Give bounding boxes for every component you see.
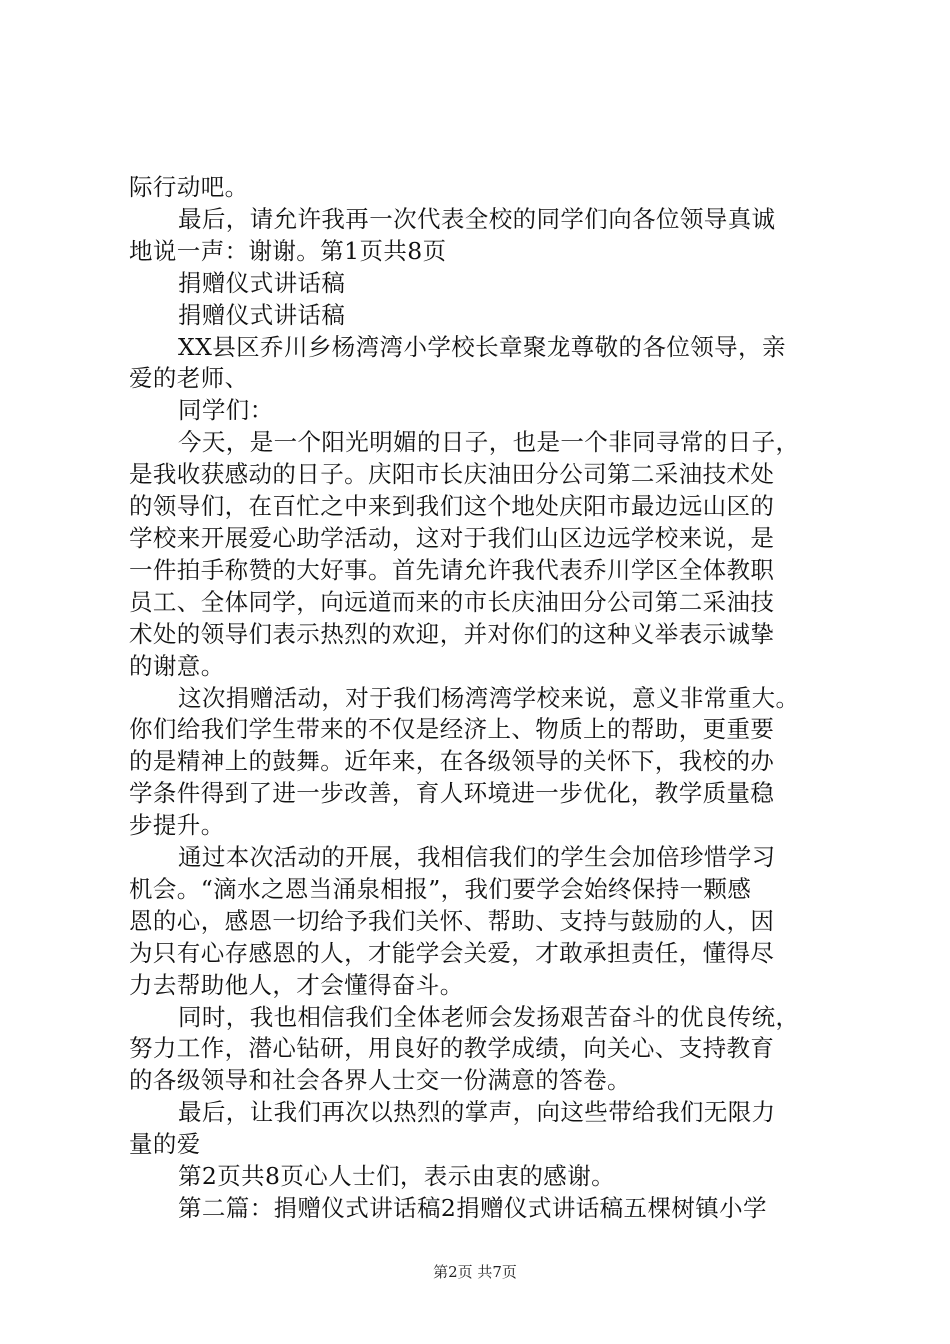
document-body (129, 172, 835, 1225)
text-line: 员工、全体同学，向远道而来的市长庆油田分公司第二采油技 (129, 587, 775, 616)
text-line: 的各级领导和社会各界人士交一份满意的答卷。 (129, 1066, 631, 1095)
text-line: 地说一声：谢谢。第1页共8页 (129, 236, 447, 265)
text-line: 的领导们，在百忙之中来到我们这个地处庆阳市最边远山区的 (129, 492, 775, 521)
text-line: 这次捐赠活动，对于我们杨湾湾学校来说，意义非常重大。 (178, 683, 800, 712)
text-line: 恩的心，感恩一切给予我们关怀、帮助、支持与鼓励的人，因 (129, 906, 775, 935)
text-line: 爱的老师、 (129, 364, 249, 393)
text-line: 同学们： (178, 396, 274, 425)
text-line: 术处的领导们表示热烈的欢迎，并对你们的这种义举表示诚挚 (129, 619, 775, 648)
text-line: 学校来开展爱心助学活动，这对于我们山区边远学校来说，是 (129, 523, 775, 552)
text-line: 的谢意。 (129, 651, 225, 680)
text-line: 量的爱 (129, 1130, 201, 1159)
text-line: 捐赠仪式讲话稿 (178, 268, 346, 297)
text-line: 同时，我也相信我们全体老师会发扬艰苦奋斗的优良传统， (178, 1002, 800, 1031)
text-line: 步提升。 (129, 811, 225, 840)
page-footer: 第2页 共7页 (433, 1263, 517, 1281)
text-line: 学条件得到了进一步改善，育人环境进一步优化，教学质量稳 (129, 779, 775, 808)
text-line: 通过本次活动的开展，我相信我们的学生会加倍珍惜学习 (178, 843, 776, 872)
text-line: 第二篇：捐赠仪式讲话稿2捐赠仪式讲话稿五棵树镇小学 (178, 1194, 767, 1222)
text-line: 今天，是一个阳光明媚的日子，也是一个非同寻常的日子， (178, 428, 800, 457)
text-line: 一件拍手称赞的大好事。首先请允许我代表乔川学区全体教职 (129, 555, 775, 584)
text-line: 最后，请允许我再一次代表全校的同学们向各位领导真诚 (178, 204, 776, 233)
text-line: 最后，让我们再次以热烈的掌声，向这些带给我们无限力 (178, 1098, 776, 1127)
text-line: 捐赠仪式讲话稿 (178, 300, 346, 329)
text-line: 力去帮助他人，才会懂得奋斗。 (129, 970, 464, 999)
text-line: 是我收获感动的日子。庆阳市长庆油田分公司第二采油技术处 (129, 460, 775, 489)
text-line: 你们给我们学生带来的不仅是经济上、物质上的帮助，更重要 (129, 715, 775, 744)
text-line: 机会。“滴水之恩当涌泉相报”，我们要学会始终保持一颗感 (129, 874, 752, 903)
text-line: 际行动吧。 (129, 173, 249, 201)
text-line: XX县区乔川乡杨湾湾小学校长章聚龙尊敬的各位领导，亲 (178, 332, 786, 361)
text-line: 的是精神上的鼓舞。近年来，在各级领导的关怀下，我校的办 (129, 747, 775, 776)
text-line: 第2页共8页心人士们，表示由衷的感谢。 (178, 1162, 616, 1191)
text-line: 为只有心存感恩的人，才能学会关爱，才敢承担责任，懂得尽 (129, 938, 775, 967)
text-line: 努力工作，潜心钻研，用良好的教学成绩，向关心、支持教育 (129, 1034, 775, 1063)
